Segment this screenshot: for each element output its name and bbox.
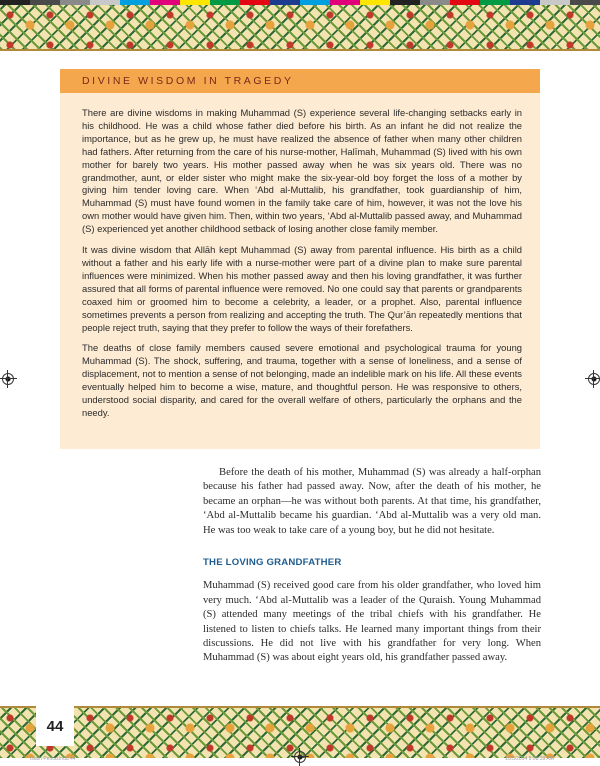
registration-mark-icon (588, 373, 600, 385)
section-heading: THE LOVING GRANDFATHER (203, 557, 342, 569)
top-ornamental-border (0, 5, 600, 51)
registration-mark-icon (2, 373, 14, 385)
registration-mark-icon (294, 751, 306, 763)
sidebar-paragraph: There are divine wisdoms in making Muhammad (S) experience several life-changing setbacks early in his childhood. He was a child whose father died before his birth. As an infant he did not realize the importance, but as he grew up, he must have realized the absence of father when many other children had fathers. After returning from the care of his nurse-mother, Halīmah, Muhammad (S) lived with his own mother for barely two years. His mother passed away when he was six years old. There was no grandmother, aunt, or elder sister who might make the six-year-old boy forget the loss of a mother by giving him tender loving care. When ‘Abd al-Muttalib, his grandfather, took guardianship of him, Muhammad (S) must have found women in the family take care of him, however, it was not the love his own mother would have given him. Then, within two years, ‘Abd al-Muttalib passed away, and Muhammad (S) experienced yet another childhood setback of losing another close family member. (82, 107, 522, 235)
sidebar-title: DIVINE WISDOM IN TRAGEDY (82, 75, 294, 87)
sidebar-header (60, 69, 540, 93)
print-slug-left: Islam Period.indd 44 (30, 756, 76, 762)
sidebar-paragraph: It was divine wisdom that Allāh kept Muhammad (S) away from parental influence. His birth as a child without a father and his early life with a nurse-mother were part of a divine plan to make sure parental influences were minimized. When his mother passed away and then his loving grandfather, it was further assured that all forms of parental influence were removed. No one could say that parents or grandparents coaxed him or groomed him to become a celebrity, a leader, or a prophet. Also, parental influence sometimes prevents a person from realizing and accepting the truth. The Qur’ān repeatedly mentions that people reject truth, saying that they prefer to follow the ways of their forefathers. (82, 244, 522, 333)
sidebar-body (82, 107, 522, 428)
main-text-column (203, 466, 541, 666)
intro-paragraph: Before the death of his mother, Muhammad (S) was already a half-orphan because his father had passed away. Now, after the death of his mother, he became an orphan—he was without both parents. At that time, his grandfather, ‘Abd al-Muttalib became his guardian. ‘Abd al-Muttalib was a very old man. He was too weak to take care of a young boy, but he did not hesitate. (203, 467, 541, 536)
print-slug-right: 1/25/2014 9:08:39 AM (505, 756, 554, 762)
page-number: 44 (46, 717, 64, 735)
sidebar-paragraph: The deaths of close family members caused severe emotional and psychological trauma for young Muhammad (S). The shock, suffering, and trauma, together with a sense of loneliness, and a sense of displacement, not to mention a sense of not belonging, made an indelible mark on his life. All these events eventually helped him to become a wise, mature, and thoughtful person. He was responsive to others, understood social disparity, and cared for the overall welfare of others, particularly the orphans and the needy. (82, 342, 522, 418)
page-number-box (36, 706, 74, 746)
sidebar-panel (60, 69, 540, 449)
section-paragraph: Muhammad (S) received good care from his older grandfather, who loved him very much. ‘Abd al-Muttalib was a leader of the Quraish. Young Muhammad (S) attended many meetings of the tribal chiefs with his grandfather. He listened to listen to chiefs talks. He learned many important things from their discussions. He did not live with his grandfather for very long. When Muhammad (S) was about eight years old, his grandfather passed away. (203, 580, 541, 664)
